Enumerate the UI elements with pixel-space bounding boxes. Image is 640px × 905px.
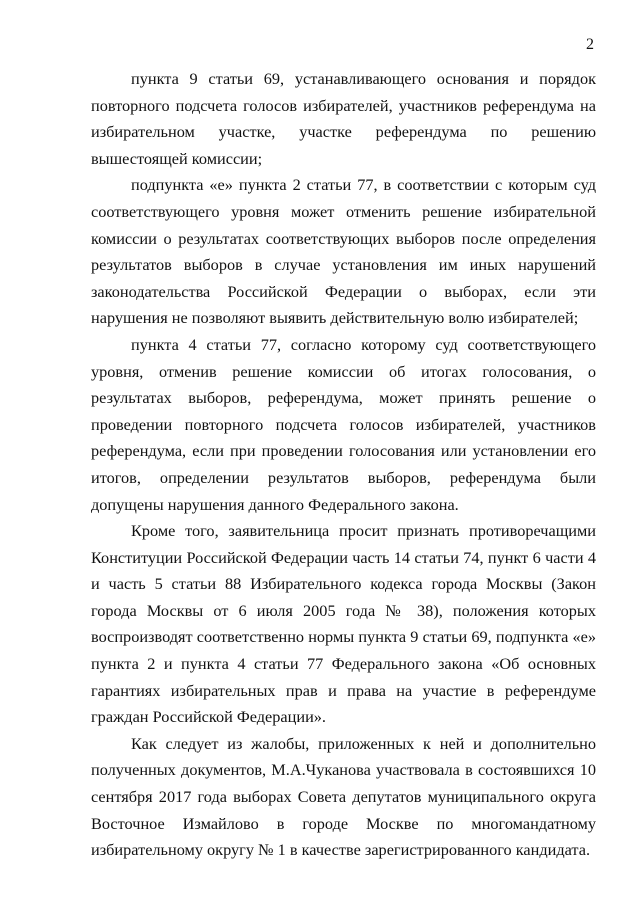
- paragraph-complaint-facts: Как следует из жалобы, приложенных к ней и дополнительно полученных документов, М.А.Чуканова участвовала в состоявшихся 10 сентября 2017 года выборах Совета депутатов муниципального округа Восточное Измайлово в городе Москве по многомандатному избирательному округу № 1 в качестве зарегистрированного кандидата.: [91, 733, 596, 860]
- document-body: [91, 66, 596, 864]
- paragraph-moscow-code: Кроме того, заявительница просит признать противоречащими Конституции Российской Федерации часть 14 статьи 74, пункт 6 части 4 и часть 5 статьи 88 Избирательного кодекса города Москвы (Закон города Москвы от 6 июля 2005 года № 38), положения которых воспроизводят соответственно нормы пункта 9 статьи 69, подпункта «е» пункта 2 и пункта 4 статьи 77 Федерального закона «Об основных гарантиях избирательных прав и права на участие в референдуме граждан Российской Федерации».: [91, 521, 596, 727]
- paragraph-subpoint-e-article-77: подпункта «е» пункта 2 статьи 77, в соответствии с которым суд соответствующего уровня может отменить решение избирательной комиссии о результатах соответствующих выборов после определения результатов выборов в случае установления им иных нарушений законодательства Российской Федерации о выборах, если эти нарушения не позволяют выявить действительную волю избирателей;: [91, 175, 596, 328]
- paragraph-point-9-article-69: пункта 9 статьи 69, устанавливающего основания и порядок повторного подсчета голосов избирателей, участников референдума на избирательном участке, участке референдума по решению вышестоящей комиссии;: [91, 69, 596, 168]
- page-number: 2: [586, 36, 594, 53]
- paragraph-point-4-article-77: пункта 4 статьи 77, согласно которому суд соответствующего уровня, отменив решение комиссии об итогах голосования, о результатах выборов, референдума, может принять решение о проведении повторного подсчета голосов избирателей, участников референдума, если при проведении голосования или установлении его итогов, определении результатов выборов, референдума были допущены нарушения данного Федерального закона.: [91, 334, 596, 514]
